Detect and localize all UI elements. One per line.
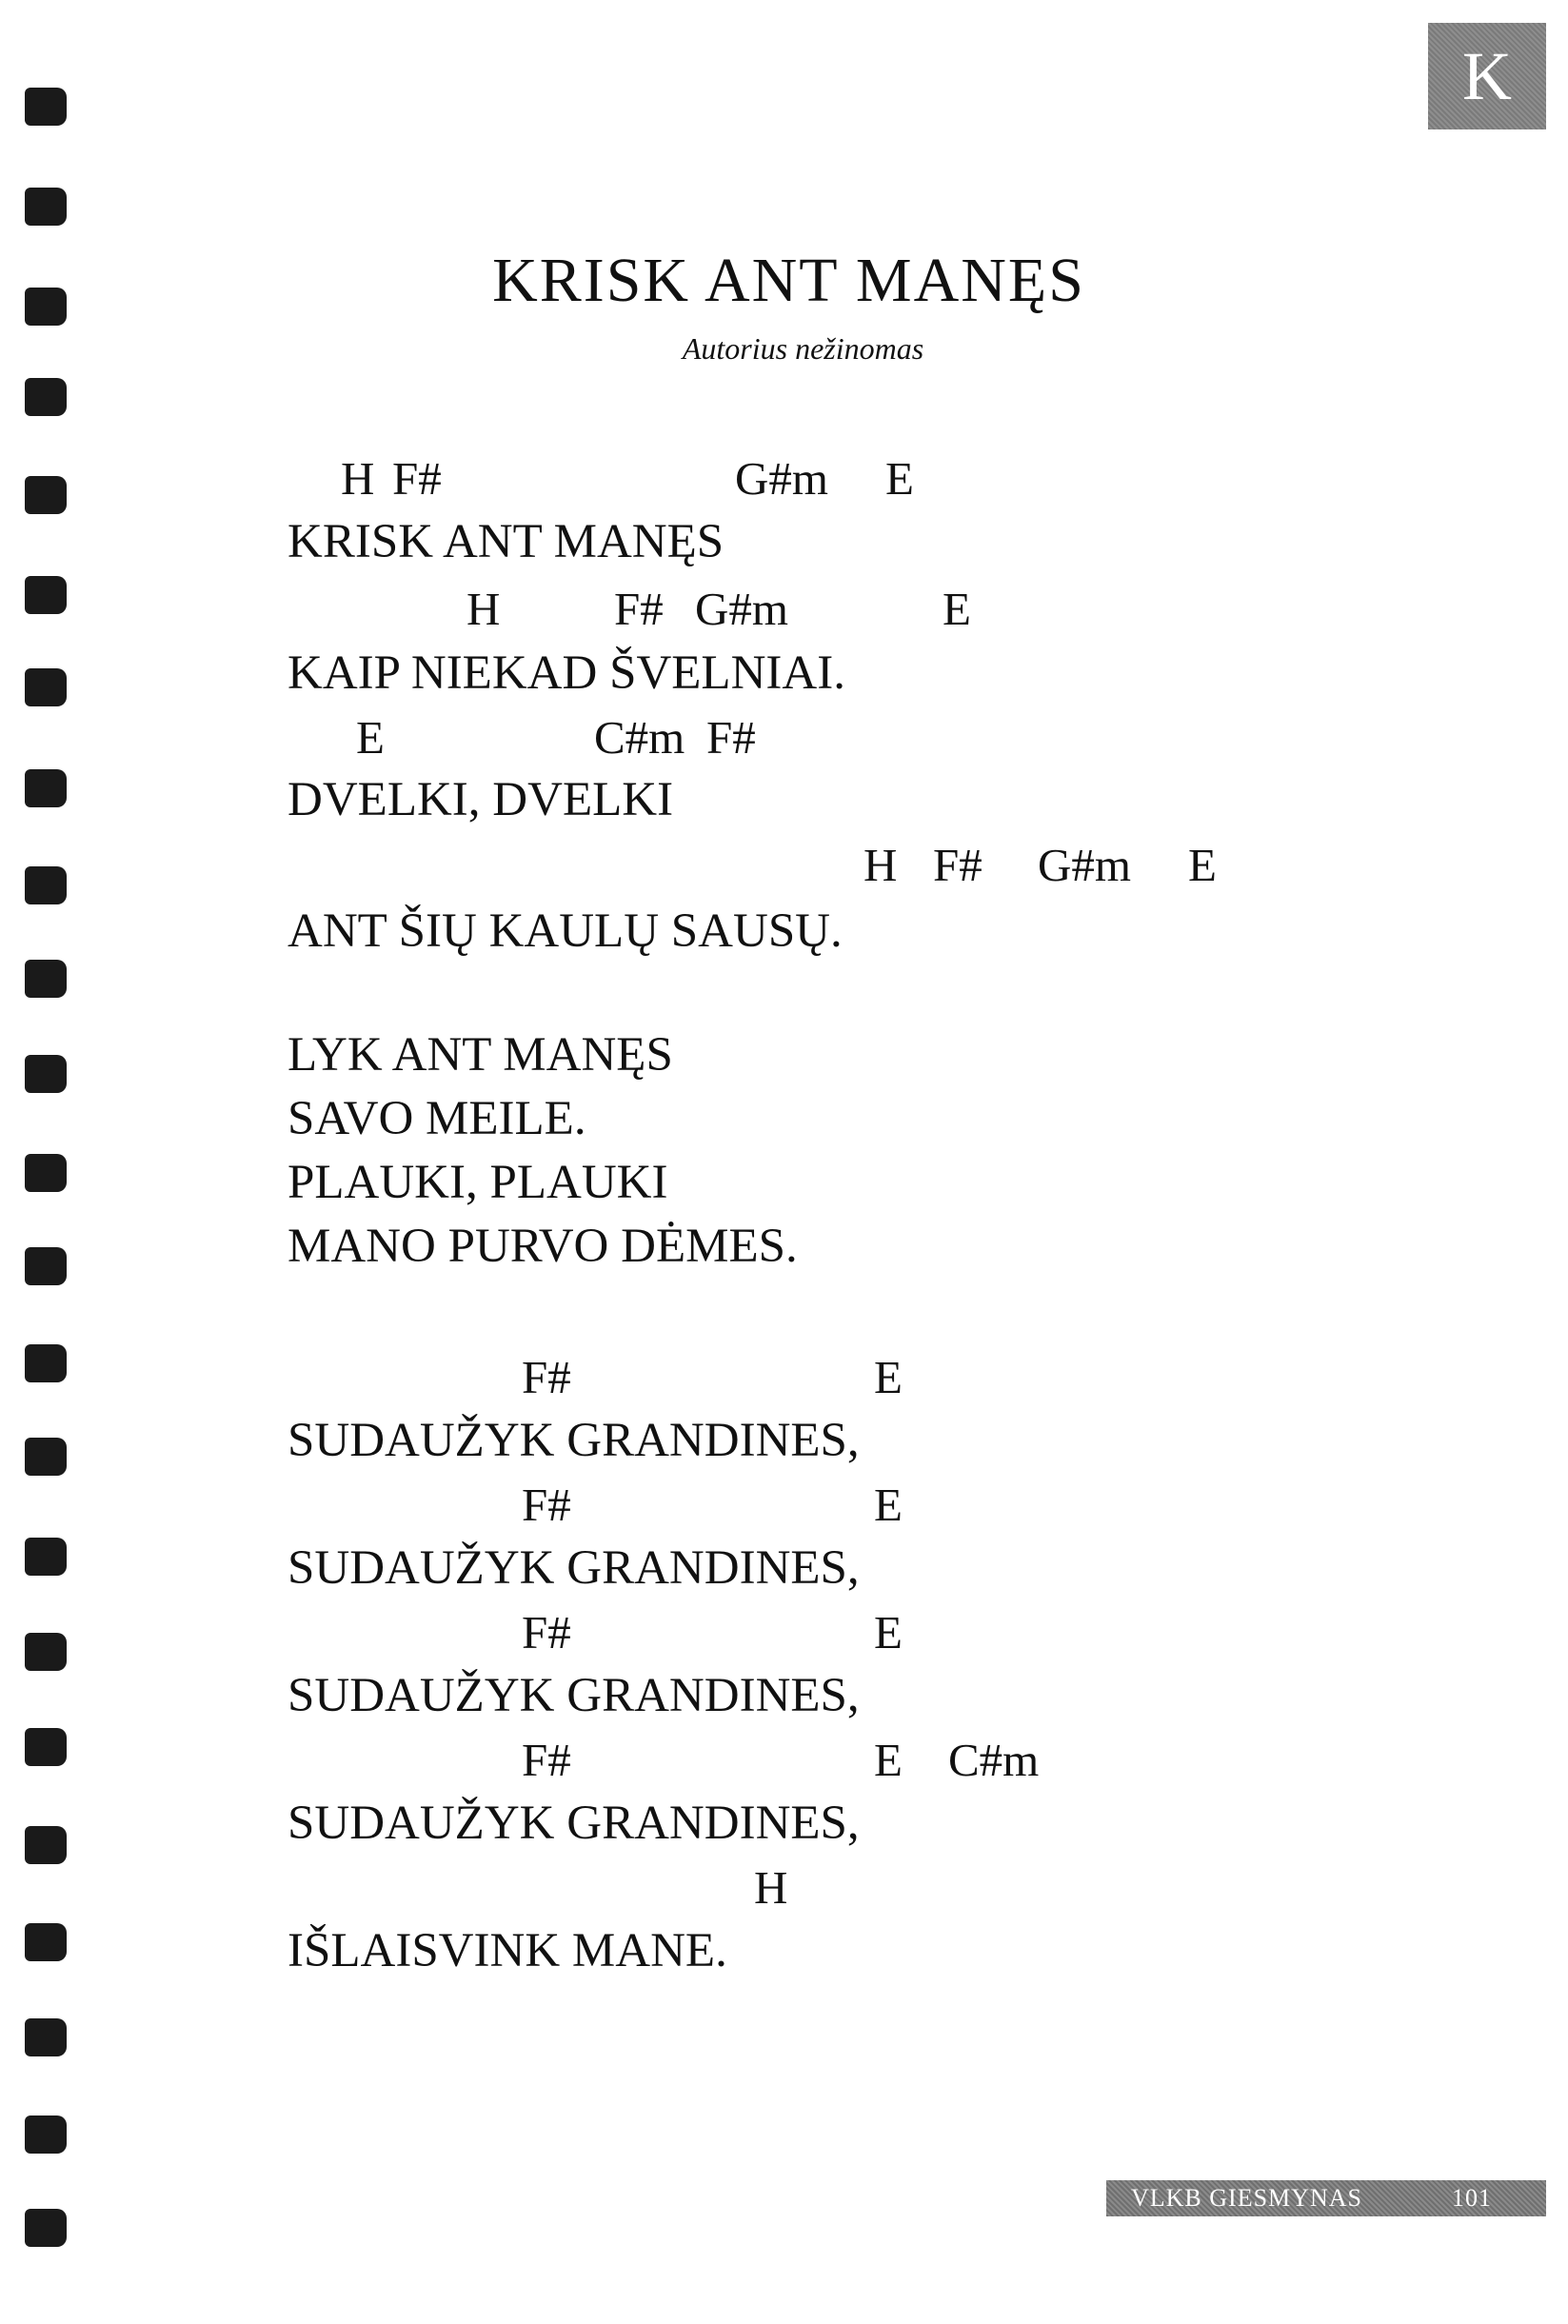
chord: C#m xyxy=(948,1734,1040,1786)
binding-hole xyxy=(25,476,67,514)
binding-hole xyxy=(25,2115,67,2154)
chord: C#m xyxy=(594,711,685,764)
chord: F# xyxy=(706,711,756,764)
chord: G#m xyxy=(735,452,828,505)
binding-hole xyxy=(25,1438,67,1476)
lyric-line: SUDAUŽYK GRANDINES, xyxy=(288,1669,860,1722)
chord: F# xyxy=(522,1351,571,1403)
chord: E xyxy=(874,1479,903,1531)
chord: E xyxy=(885,452,914,505)
binding-hole xyxy=(25,1826,67,1864)
chord: F# xyxy=(614,583,664,635)
chord: G#m xyxy=(695,583,788,635)
binding-hole xyxy=(25,1923,67,1961)
page-footer xyxy=(1106,2180,1546,2216)
binding-hole xyxy=(25,188,67,226)
chord: F# xyxy=(522,1734,571,1786)
chord: F# xyxy=(933,839,982,891)
chord: F# xyxy=(392,452,442,505)
chord: E xyxy=(356,711,385,764)
binding-hole xyxy=(25,2209,67,2247)
lyric-line: KAIP NIEKAD ŠVELNIAI. xyxy=(288,646,845,700)
lyric-line: ANT ŠIŲ KAULŲ SAUSŲ. xyxy=(288,904,843,958)
binding-hole xyxy=(25,576,67,614)
binding-hole xyxy=(25,866,67,904)
binding-hole xyxy=(25,1344,67,1382)
section-letter-tab: K xyxy=(1428,23,1546,129)
chord: E xyxy=(874,1734,903,1786)
chord: G#m xyxy=(1038,839,1131,891)
lyric-line: SUDAUŽYK GRANDINES, xyxy=(288,1541,860,1595)
chord: E xyxy=(874,1351,903,1403)
binding-hole xyxy=(25,1154,67,1192)
binding-hole xyxy=(25,668,67,706)
chord: H xyxy=(466,583,501,635)
chord: H xyxy=(754,1861,788,1914)
lyric-line: SUDAUŽYK GRANDINES, xyxy=(288,1797,860,1850)
lyric-line: IŠLAISVINK MANE. xyxy=(288,1924,727,1977)
binding-hole xyxy=(25,1633,67,1671)
binding-hole xyxy=(25,1055,67,1093)
binding-hole xyxy=(25,378,67,416)
binding-hole xyxy=(25,1247,67,1285)
binding-hole xyxy=(25,1728,67,1766)
lyric-line: SAVO MEILE. xyxy=(288,1092,586,1145)
song-author: Autorius nežinomas xyxy=(682,331,924,366)
song-title: KRISK ANT MANĘS xyxy=(492,246,1085,315)
binding-hole xyxy=(25,769,67,807)
chord: E xyxy=(1188,839,1217,891)
lyric-line: MANO PURVO DĖMES. xyxy=(288,1220,798,1273)
lyric-line: PLAUKI, PLAUKI xyxy=(288,1156,668,1209)
chord: H xyxy=(863,839,898,891)
chord: F# xyxy=(522,1606,571,1659)
binding-hole xyxy=(25,2018,67,2056)
chord: H xyxy=(341,452,375,505)
lyric-line: KRISK ANT MANĘS xyxy=(288,515,724,568)
book-title: VLKB GIESMYNAS xyxy=(1131,2184,1362,2212)
lyric-line: LYK ANT MANĘS xyxy=(288,1028,673,1082)
lyric-line: DVELKI, DVELKI xyxy=(288,773,674,826)
chord: E xyxy=(943,583,971,635)
binding-hole xyxy=(25,88,67,126)
page-number: 101 xyxy=(1452,2184,1492,2212)
binding-hole xyxy=(25,1538,67,1576)
chord: E xyxy=(874,1606,903,1659)
chord: F# xyxy=(522,1479,571,1531)
lyric-line: SUDAUŽYK GRANDINES, xyxy=(288,1414,860,1467)
binding-hole xyxy=(25,960,67,998)
